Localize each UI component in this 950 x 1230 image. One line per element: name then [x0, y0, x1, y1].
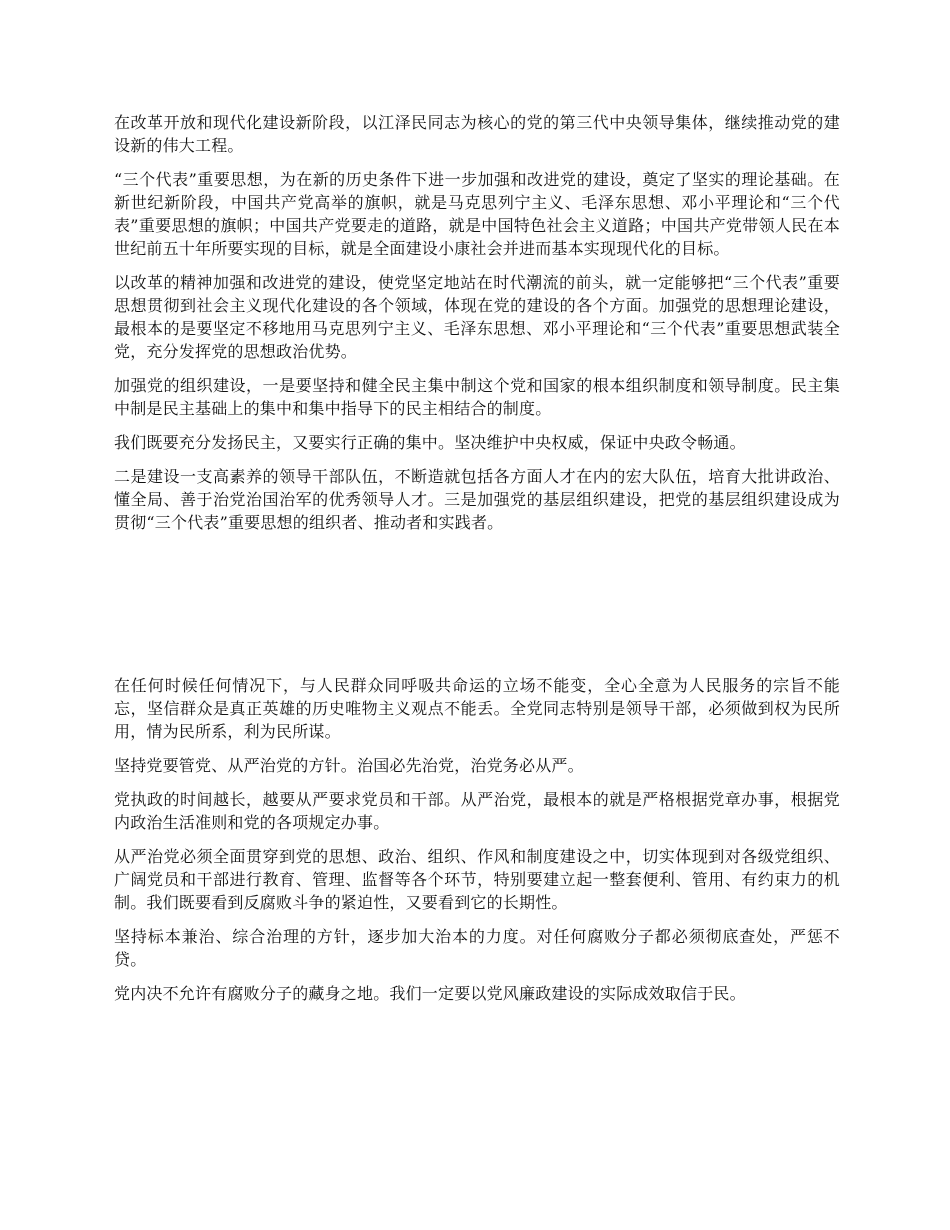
paragraph: 坚持党要管党、从严治党的方针。治国必先治党，治党务必从严。 — [114, 756, 584, 775]
text-section-upper — [114, 111, 840, 545]
paragraph: 加强党的组织建设，一是要坚持和健全民主集中制这个党和国家的根本组织制度和领导制度。民主集中制是民主基础上的集中和集中指导下的民主相结合的制度。 — [114, 376, 840, 418]
paragraph: 从严治党必须全面贯穿到党的思想、政治、组织、作风和制度建设之中，切实体现到对各级党组织、广阔党员和干部进行教育、管理、监督等各个环节，特别要建立起一整套便利、管用、有约束力的机制。我们既要看到反腐败斗争的紧迫性，又要看到它的长期性。 — [114, 847, 840, 912]
paragraph: 在改革开放和现代化建设新阶段，以江泽民同志为核心的党的第三代中央领导集体，继续推动党的建设新的伟大工程。 — [114, 113, 840, 155]
paragraph: 以改革的精神加强和改进党的建设，使党坚定地站在时代潮流的前头，就一定能够把“三个代表”重要思想贯彻到社会主义现代化建设的各个领域，体现在党的建设的各个方面。加强党的思想理论建设，最根本的是要坚定不移地用马克思列宁主义、毛泽东思想、邓小平理论和“三个代表”重要思想武装全党，充分发挥党的思想政治优势。 — [114, 273, 840, 361]
paragraph: 在任何时候任何情况下，与人民群众同呼吸共命运的立场不能变，全心全意为人民服务的宗旨不能忘，坚信群众是真正英雄的历史唯物主义观点不能丢。全党同志特别是领导干部，必须做到权为民所用，情为民所系，利为民所谋。 — [114, 676, 840, 741]
text-section-lower — [114, 674, 840, 1016]
paragraph: 我们既要充分发扬民主，又要实行正确的集中。坚决维护中央权威，保证中央政令畅通。 — [114, 433, 746, 452]
paragraph: 二是建设一支高素养的领导干部队伍，不断造就包括各方面人才在内的宏大队伍，培育大批讲政治、懂全局、善于治党治国治军的优秀领导人才。三是加强党的基层组织建设，把党的基层组织建设成为贯彻“三个代表”重要思想的组织者、推动者和实践者。 — [114, 467, 840, 532]
paragraph: 党执政的时间越长，越要从严要求党员和干部。从严治党，最根本的就是严格根据党章办事，根据党内政治生活准则和党的各项规定办事。 — [114, 790, 840, 832]
paragraph: 坚持标本兼治、综合治理的方针，逐步加大治本的力度。对任何腐败分子都必须彻底查处，严惩不贷。 — [114, 927, 840, 969]
paragraph: 党内决不允许有腐败分子的藏身之地。我们一定要以党风廉政建设的实际成效取信于民。 — [114, 984, 746, 1003]
paragraph: “三个代表”重要思想，为在新的历史条件下进一步加强和改进党的建设，奠定了坚实的理论基础。在新世纪新阶段，中国共产党高举的旗帜，就是马克思列宁主义、毛泽东思想、邓小平理论和“三个代表”重要思想的旗帜；中国共产党要走的道路，就是中国特色社会主义道路；中国共产党带领人民在本世纪前五十年所要实现的目标，就是全面建设小康社会并进而基本实现现代化的目标。 — [114, 170, 840, 258]
